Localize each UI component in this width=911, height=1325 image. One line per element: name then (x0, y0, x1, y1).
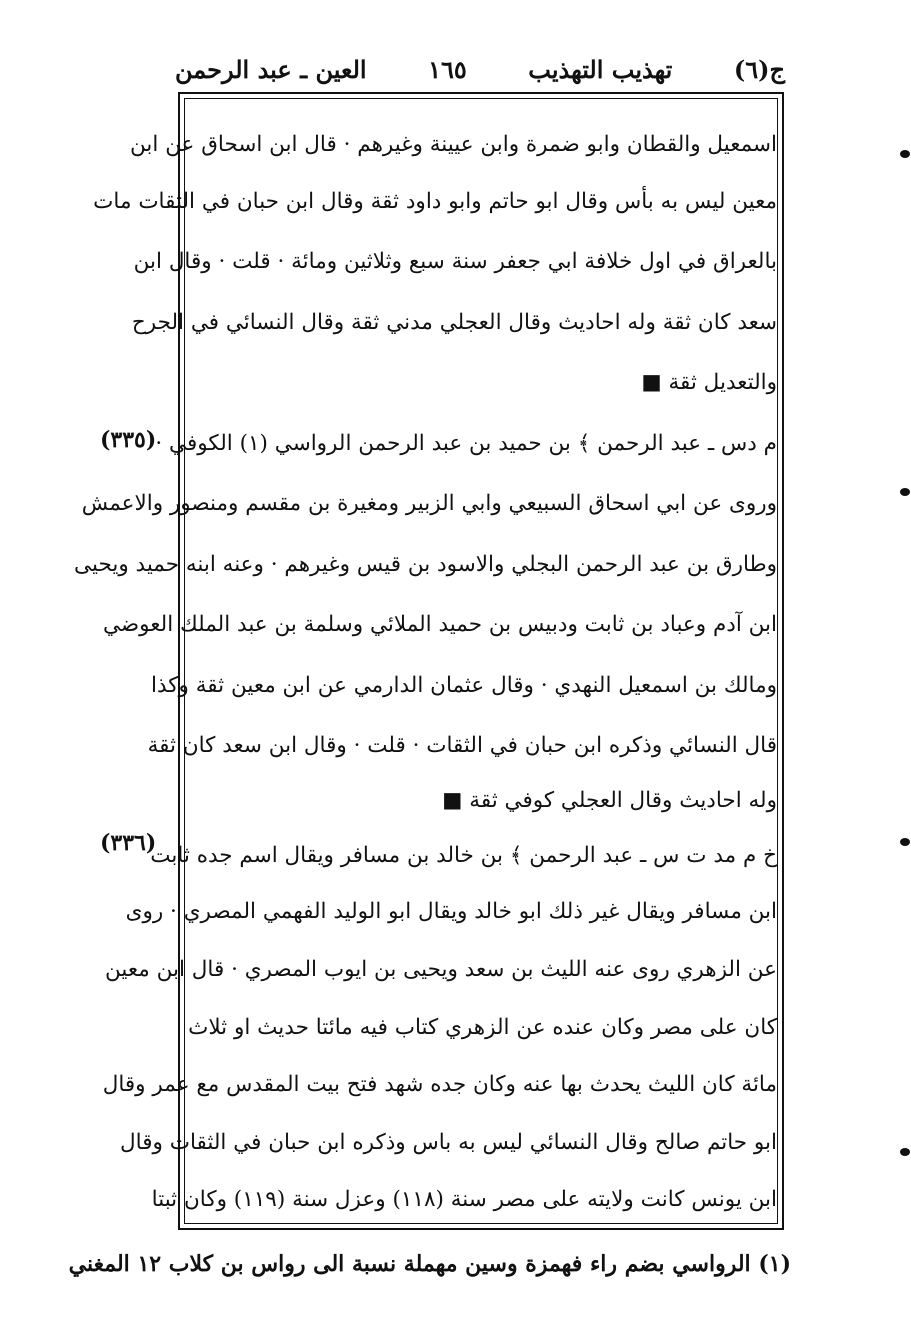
header-section: العين ـ عبد الرحمن (175, 54, 367, 84)
page-header (175, 48, 785, 90)
text-line: كان على مصر وكان عنده عن الزهري كتاب فيه مائتا حديث او ثلاث (188, 1015, 777, 1040)
text-line: ابن يونس كانت ولايته على مصر سنة (١١٨) وعزل سنة (١١٩) وكان ثبتا (151, 1187, 777, 1212)
entry-number: (٣٣٥) (100, 427, 157, 453)
text-line: ومالك بن اسمعيل النهدي · وقال عثمان الدارمي عن ابن معين ثقة وكذا (151, 673, 777, 698)
text-line: وروى عن ابي اسحاق السبيعي وابي الزبير ومغيرة بن مقسم ومنصور والاعمش (81, 491, 777, 516)
text-line: ابن آدم وعباد بن ثابت ودبيس بن حميد الملائي وسلمة بن عبد الملك العوضي (103, 612, 777, 637)
text-line: قال النسائي وذكره ابن حبان في الثقات · قلت · وقال ابن سعد كان ثقة (147, 733, 777, 758)
text-line: وطارق بن عبد الرحمن البجلي والاسود بن قيس وغيرهم · وعنه ابنه حميد ويحيى (74, 552, 777, 577)
margin-dot (900, 1148, 910, 1156)
entry-heading-line: خ م مد ت س ـ عبد الرحمن ﴾ بن خالد بن مسافر ويقال اسم جده ثابت (150, 843, 777, 868)
margin-dot (900, 150, 910, 158)
header-volume: ج(٦) (733, 54, 785, 84)
text-line: ابو حاتم صالح وقال النسائي ليس به باس وذكره ابن حبان في الثقات وقال (120, 1130, 777, 1155)
margin-dot (900, 488, 910, 496)
text-line: عن الزهري روى عنه الليث بن سعد ويحيى بن ايوب المصري · قال ابن معين (105, 957, 777, 982)
text-line: وله احاديث وقال العجلي كوفي ثقة ■ (442, 788, 777, 813)
text-line: سعد كان ثقة وله احاديث وقال العجلي مدني ثقة وقال النسائي في الجرح (131, 310, 777, 335)
entry-number: (٣٣٦) (100, 830, 157, 856)
text-line: ابن مسافر ويقال غير ذلك ابو خالد ويقال ابو الوليد الفهمي المصري · روى (125, 899, 777, 924)
footnote: (١) الرواسي بضم راء فهمزة وسين مهملة نسبة الى رواس بن كلاب ١٢ المغني (68, 1251, 791, 1277)
header-book-title: تهذيب التهذيب (528, 54, 673, 84)
entry-heading-line: م دس ـ عبد الرحمن ﴾ بن حميد بن عبد الرحمن الرواسي (١) الكوفي · (155, 431, 777, 456)
text-line: معين ليس به بأس وقال ابو حاتم وابو داود ثقة وقال ابن حبان في الثقات مات (93, 189, 777, 214)
header-page-number: ١٦٥ (428, 54, 467, 84)
text-line: اسمعيل والقطان وابو ضمرة وابن عيينة وغيرهم · قال ابن اسحاق عن ابن (130, 132, 777, 157)
margin-dot (900, 838, 910, 846)
text-line: بالعراق في اول خلافة ابي جعفر سنة سبع وثلاثين ومائة · قلت · وقال ابن (133, 249, 777, 274)
text-line: والتعديل ثقة ■ (641, 370, 777, 395)
text-line: مائة كان الليث يحدث بها عنه وكان جده شهد فتح بيت المقدس مع عمر وقال (102, 1072, 777, 1097)
